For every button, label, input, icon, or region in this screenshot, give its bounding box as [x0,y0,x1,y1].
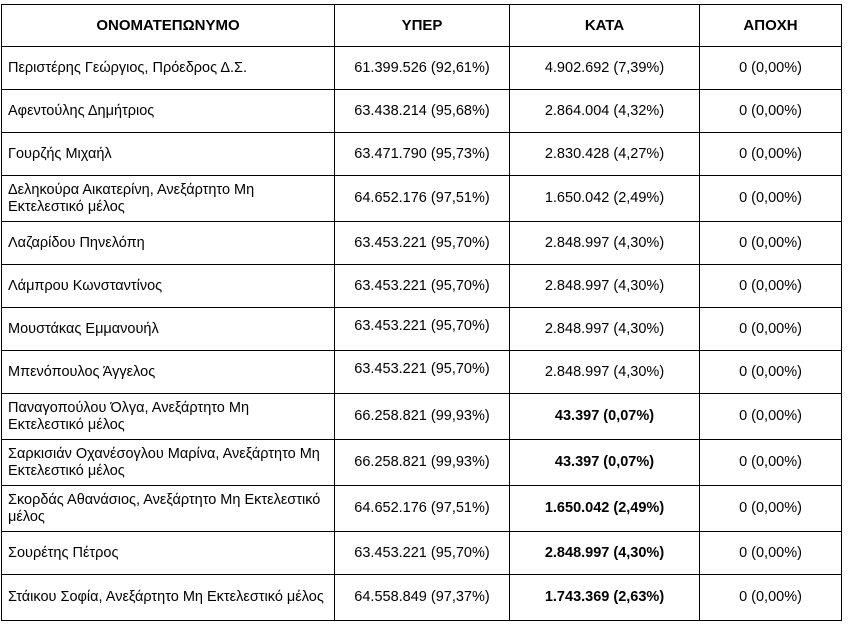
name-cell: Αφεντούλης Δημήτριος [2,90,335,133]
name-cell: Γουρζής Μιχαήλ [2,133,335,176]
yes-cell: 63.453.221 (95,70%) [335,532,510,575]
no-cell: 2.848.997 (4,30%) [510,351,700,394]
table-row [2,222,842,265]
no-cell: 1.743.369 (2,63%) [510,575,700,621]
yes-cell: 61.399.526 (92,61%) [335,47,510,90]
table-row [2,133,842,176]
table-row [2,532,842,575]
yes-cell: 66.258.821 (99,93%) [335,440,510,486]
voting-results-table [1,4,842,621]
name-cell: Δεληκούρα Αικατερίνη, Ανεξάρτητο Μη Εκτελεστικό μέλος [2,176,335,222]
header-name: ΟΝΟΜΑΤΕΠΩΝΥΜΟ [2,5,335,47]
yes-cell: 63.453.221 (95,70%) [335,308,510,351]
abstain-cell: 0 (0,00%) [700,90,842,133]
no-cell: 2.848.997 (4,30%) [510,265,700,308]
table-row [2,90,842,133]
name-cell: Μπενόπουλος Άγγελος [2,351,335,394]
abstain-cell: 0 (0,00%) [700,532,842,575]
yes-cell: 63.438.214 (95,68%) [335,90,510,133]
no-cell: 4.902.692 (7,39%) [510,47,700,90]
table-row [2,351,842,394]
abstain-cell: 0 (0,00%) [700,176,842,222]
abstain-cell: 0 (0,00%) [700,575,842,621]
abstain-cell: 0 (0,00%) [700,265,842,308]
name-cell: Περιστέρης Γεώργιος, Πρόεδρος Δ.Σ. [2,47,335,90]
abstain-cell: 0 (0,00%) [700,133,842,176]
abstain-cell: 0 (0,00%) [700,222,842,265]
no-cell: 1.650.042 (2,49%) [510,176,700,222]
table-row [2,486,842,532]
header-no: ΚΑΤΑ [510,5,700,47]
table-row [2,176,842,222]
abstain-cell: 0 (0,00%) [700,47,842,90]
name-cell: Μουστάκας Εμμανουήλ [2,308,335,351]
no-cell: 43.397 (0,07%) [510,394,700,440]
table-row [2,308,842,351]
name-cell: Λαζαρίδου Πηνελόπη [2,222,335,265]
no-cell: 2.848.997 (4,30%) [510,532,700,575]
abstain-cell: 0 (0,00%) [700,394,842,440]
header-yes: ΥΠΕΡ [335,5,510,47]
yes-cell: 64.558.849 (97,37%) [335,575,510,621]
no-cell: 2.830.428 (4,27%) [510,133,700,176]
yes-cell: 64.652.176 (97,51%) [335,176,510,222]
name-cell: Λάμπρου Κωνσταντίνος [2,265,335,308]
name-cell: Στάικου Σοφία, Ανεξάρτητο Μη Εκτελεστικό μέλος [2,575,335,621]
yes-cell: 63.453.221 (95,70%) [335,222,510,265]
yes-cell: 63.453.221 (95,70%) [335,265,510,308]
no-cell: 2.848.997 (4,30%) [510,222,700,265]
abstain-cell: 0 (0,00%) [700,351,842,394]
table-row [2,440,842,486]
header-abstain: ΑΠΟΧΗ [700,5,842,47]
table-row [2,394,842,440]
yes-cell: 64.652.176 (97,51%) [335,486,510,532]
name-cell: Παναγοπούλου Όλγα, Ανεξάρτητο Μη Εκτελεστικό μέλος [2,394,335,440]
abstain-cell: 0 (0,00%) [700,440,842,486]
yes-cell: 66.258.821 (99,93%) [335,394,510,440]
no-cell: 2.848.997 (4,30%) [510,308,700,351]
name-cell: Σκορδάς Αθανάσιος, Ανεξάρτητο Μη Εκτελεστικό μέλος [2,486,335,532]
table-row [2,265,842,308]
table-row [2,47,842,90]
yes-cell: 63.471.790 (95,73%) [335,133,510,176]
table-row [2,575,842,621]
yes-cell: 63.453.221 (95,70%) [335,351,510,394]
no-cell: 43.397 (0,07%) [510,440,700,486]
abstain-cell: 0 (0,00%) [700,308,842,351]
no-cell: 1.650.042 (2,49%) [510,486,700,532]
name-cell: Σουρέτης Πέτρος [2,532,335,575]
name-cell: Σαρκισιάν Οχανέσογλου Μαρίνα, Ανεξάρτητο Μη Εκτελεστικό μέλος [2,440,335,486]
header-row [2,5,842,47]
no-cell: 2.864.004 (4,32%) [510,90,700,133]
abstain-cell: 0 (0,00%) [700,486,842,532]
